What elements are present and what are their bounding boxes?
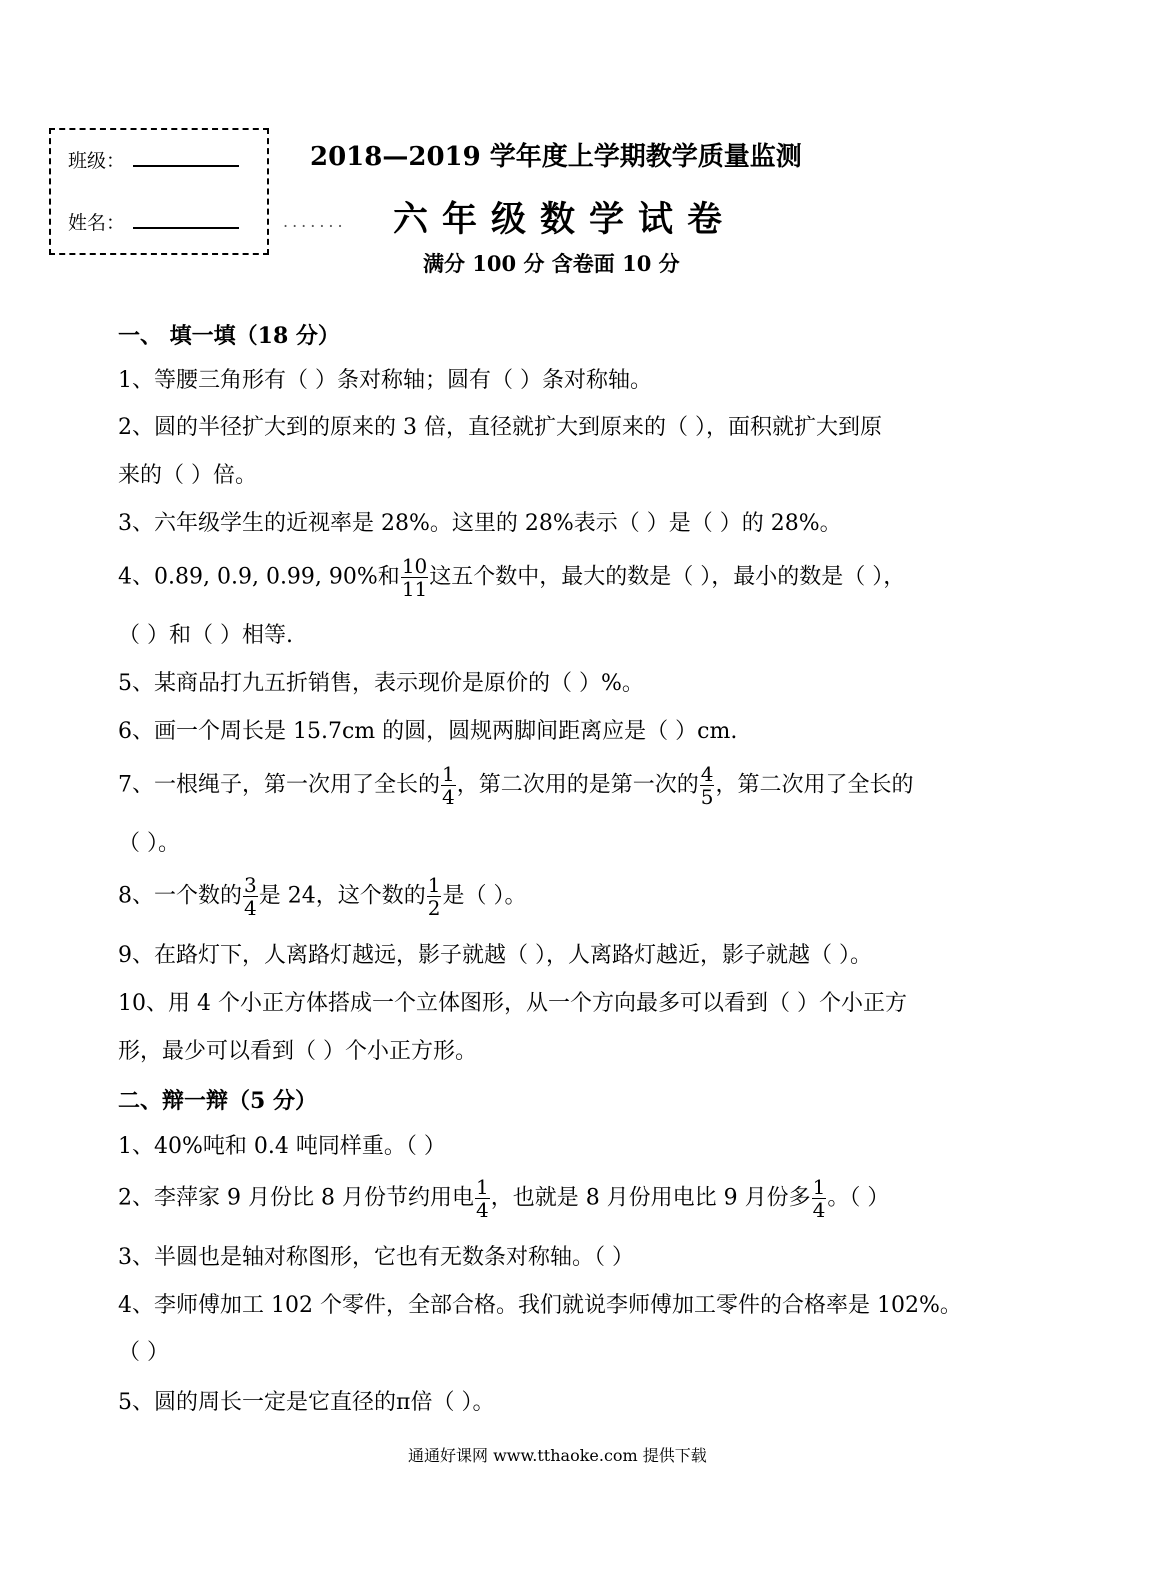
fraction-1-4 bbox=[475, 1176, 490, 1221]
fraction-numerator: 1 bbox=[427, 873, 441, 897]
s1-question-5: 5、某商品打九五折销售，表示现价是原价的（ ）%。 bbox=[118, 671, 644, 696]
s2-question-2 bbox=[118, 1176, 889, 1221]
student-info-box bbox=[49, 128, 269, 255]
s2-question-4-line2: （ ） bbox=[118, 1340, 169, 1365]
fraction-numerator: 4 bbox=[700, 762, 714, 786]
s1-question-6: 6、画一个周长是 15.7cm 的圆，圆规两脚间距离应是（ ）cm. bbox=[118, 719, 738, 744]
fraction-numerator: 3 bbox=[244, 873, 257, 897]
s2-q2-text-c: 。（ ） bbox=[827, 1185, 890, 1211]
score-note: 满分 100 分 含卷面 10 分 bbox=[423, 251, 680, 276]
section1-title: 一、 填一填（18 分） bbox=[118, 323, 340, 349]
s2-question-3: 3、半圆也是轴对称图形，它也有无数条对称轴。（ ） bbox=[118, 1245, 634, 1270]
fraction-1-4 bbox=[812, 1176, 827, 1221]
s1-question-7-line2: （ ）。 bbox=[118, 831, 180, 856]
s1-question-2-line1: 2、圆的半径扩大到的原来的 3 倍，直径就扩大到原来的（ ），面积就扩大到原 bbox=[118, 415, 882, 440]
s2-q2-text-a: 2、李萍家 9 月份比 8 月份节约用电 bbox=[118, 1185, 474, 1211]
q4-text-b: 这五个数中，最大的数是（ ），最小的数是（ ）， bbox=[429, 564, 906, 590]
fraction-denominator: 5 bbox=[700, 785, 714, 809]
q8-text-b: 是 24，这个数的 bbox=[258, 883, 426, 909]
s2-question-5: 5、圆的周长一定是它直径的π倍（ ）。 bbox=[118, 1390, 495, 1415]
fraction-10-11 bbox=[401, 555, 428, 600]
fraction-denominator: 4 bbox=[812, 1198, 826, 1222]
q8-text-c: 是（ ）。 bbox=[442, 883, 527, 909]
s1-question-1: 1、等腰三角形有（ ）条对称轴；圆有（ ）条对称轴。 bbox=[118, 368, 652, 393]
s2-question-4-line1: 4、李师傅加工 102 个零件，全部合格。我们就说李师傅加工零件的合格率是 102%。 bbox=[118, 1293, 962, 1318]
s1-question-4-line2: （ ）和（ ）相等. bbox=[118, 623, 293, 648]
s1-question-10-line1: 10、用 4 个小正方体搭成一个立体图形，从一个方向最多可以看到（ ）个小正方 bbox=[118, 991, 907, 1016]
s1-question-3: 3、六年级学生的近视率是 28%。这里的 28%表示（ ）是（ ）的 28%。 bbox=[118, 511, 842, 536]
fraction-4-5 bbox=[700, 763, 715, 808]
s1-question-7-line1 bbox=[118, 763, 914, 808]
fraction-3-4 bbox=[243, 874, 258, 919]
class-field[interactable] bbox=[133, 165, 239, 167]
fraction-numerator: 1 bbox=[442, 762, 455, 786]
exam-title: 2018—2019 学年度上学期教学质量监测 bbox=[310, 142, 802, 172]
s1-question-2-line2: 来的（ ）倍。 bbox=[118, 463, 257, 488]
fraction-numerator: 1 bbox=[812, 1175, 826, 1199]
exam-subtitle: 六年级数学试卷 bbox=[393, 199, 737, 240]
q8-text-a: 8、一个数的 bbox=[118, 883, 242, 909]
fraction-1-4 bbox=[441, 763, 456, 808]
q4-text-a: 4、0.89, 0.9, 0.99, 90%和 bbox=[118, 564, 400, 590]
fraction-1-2 bbox=[427, 874, 442, 919]
footer-source: 通通好课网 www.tthaoke.com 提供下载 bbox=[408, 1446, 707, 1465]
dot-leader: ....... bbox=[283, 212, 347, 231]
name-field[interactable] bbox=[133, 227, 239, 229]
s1-question-8 bbox=[118, 874, 526, 919]
q7-text-b: ，第二次用的是第一次的 bbox=[456, 772, 699, 798]
s2-q2-text-b: ，也就是 8 月份用电比 9 月份多 bbox=[490, 1185, 811, 1211]
s2-question-1: 1、40%吨和 0.4 吨同样重。（ ） bbox=[118, 1134, 446, 1159]
fraction-denominator: 11 bbox=[401, 577, 428, 601]
s1-question-9: 9、在路灯下，人离路灯越远，影子就越（ ），人离路灯越近，影子就越（ ）。 bbox=[118, 943, 872, 968]
s1-question-4-line1 bbox=[118, 555, 905, 600]
fraction-numerator: 10 bbox=[401, 554, 428, 578]
fraction-denominator: 2 bbox=[427, 896, 441, 920]
q7-text-c: ，第二次用了全长的 bbox=[715, 772, 914, 798]
class-label: 班级： bbox=[68, 150, 126, 172]
fraction-denominator: 4 bbox=[475, 1198, 489, 1222]
fraction-denominator: 4 bbox=[244, 896, 257, 920]
name-label: 姓名： bbox=[68, 212, 126, 234]
fraction-denominator: 4 bbox=[442, 785, 455, 809]
q7-text-a: 7、一根绳子，第一次用了全长的 bbox=[118, 772, 440, 798]
section2-title: 二、辩一辩（5 分） bbox=[118, 1088, 317, 1114]
s1-question-10-line2: 形，最少可以看到（ ）个小正方形。 bbox=[118, 1039, 477, 1064]
fraction-numerator: 1 bbox=[475, 1175, 489, 1199]
